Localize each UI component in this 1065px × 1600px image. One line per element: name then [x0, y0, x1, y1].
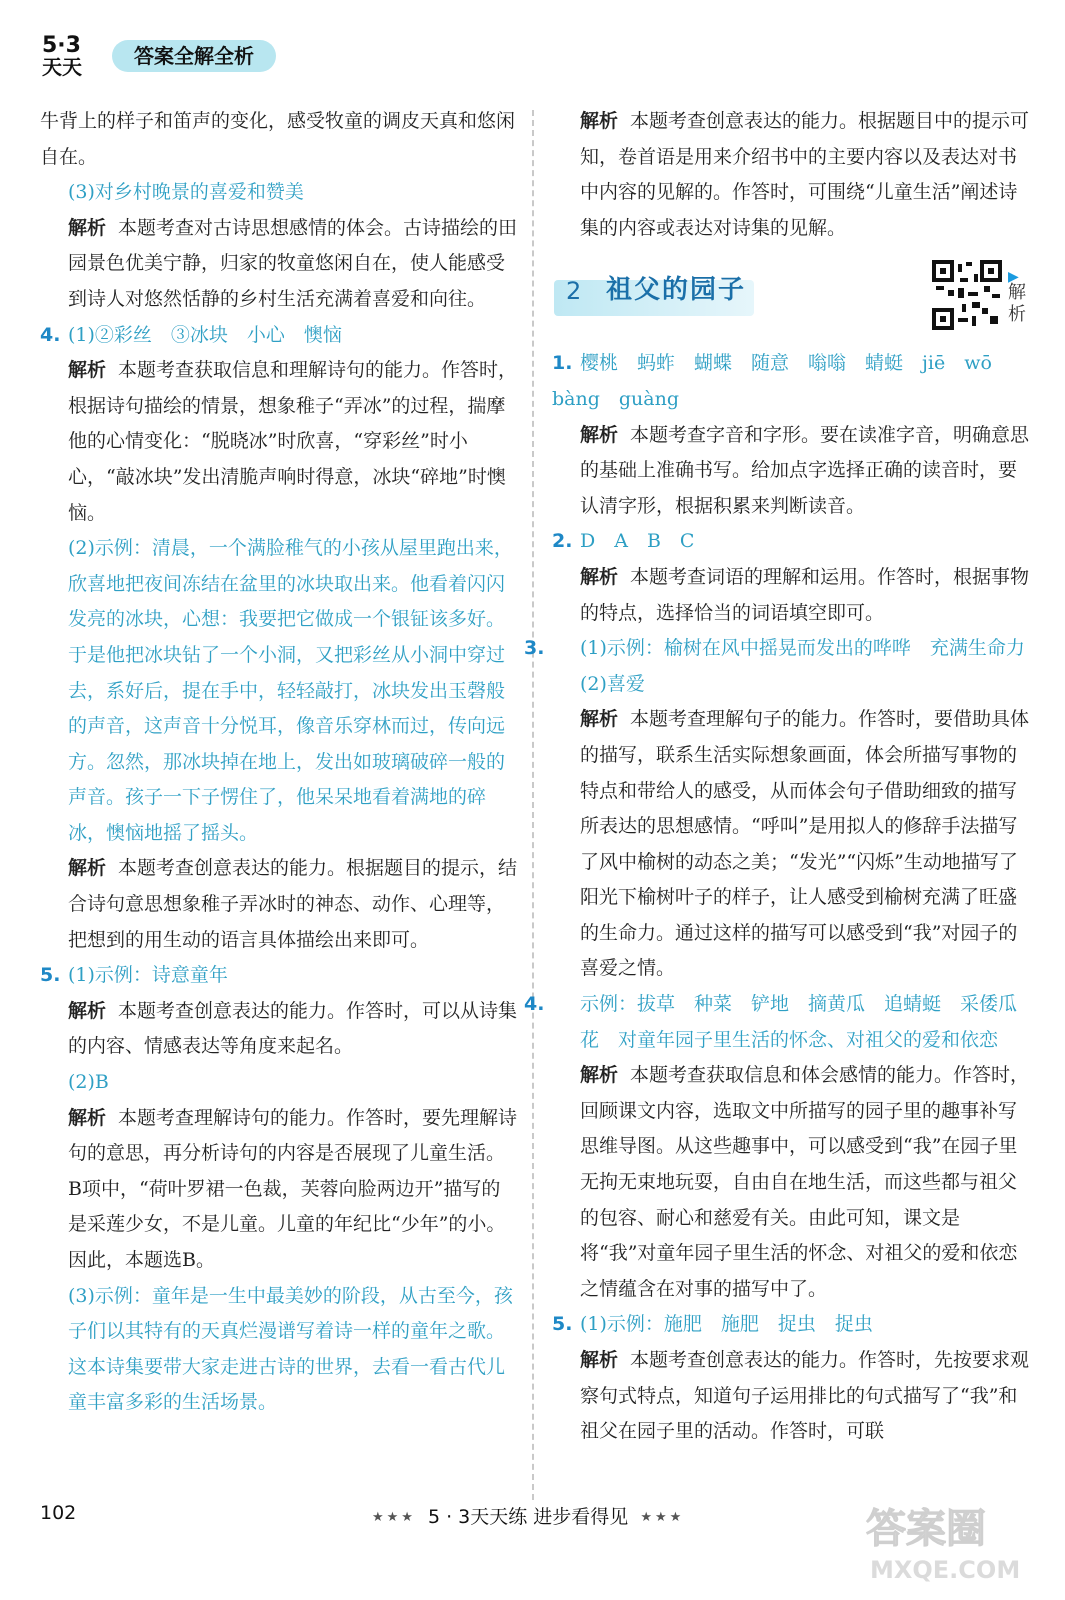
watermark-line2: MXQE.COM	[870, 1556, 1021, 1584]
answer-text: (2)示例：清晨，一个满脸稚气的小孩从屋里跑出来，欣喜地把夜间冻结在盆里的冰块取出来。他看着闪闪发亮的冰块，心想：我要把它做成一个银钲该多好。于是他把冰块钻了一个小洞，又把彩丝从小洞中穿过去，系好后，提在手中，轻轻敲打，冰块发出玉磬般的声音，这声音十分悦耳，像音乐穿林而过，传向远方。忽然，那冰块掉在地上，发出如玻璃破碎一般的声音。孩子一下子愣住了，他呆呆地看着满地的碎冰，懊恼地摇了摇头。	[68, 537, 513, 844]
analysis-label: 解析	[68, 359, 107, 382]
analysis-text: 本题考查获取信息和体会感情的能力。作答时，回顾课文内容，选取文中所描写的园子里的趣事补写思维导图。从这些趣事中，可以感受到“我”在园子里无拘无束地玩耍，自由自在地生活，而这些都与祖父的包容、耐心和慈爱有关。由此可知，课文是将“我”对童年园子里生活的怀念、对祖父的爱和依恋之情蕴含在对事的描写中了。	[580, 1064, 1030, 1300]
question-5	[552, 1307, 1030, 1343]
question-number: 1.	[552, 352, 573, 375]
analysis-text: 本题考查对古诗思想感情的体会。古诗描绘的田园景色优美宁静，归家的牧童悠闲自在，使人能感受到诗人对悠然恬静的乡村生活充满着喜爱和向往。	[68, 216, 518, 310]
analysis-text: 本题考查理解诗句的能力。作答时，要先理解诗句的意思，再分析诗句的内容是否展现了儿童生活。B项中，“荷叶罗裙一色裁，芙蓉向脸两边开”描写的是采莲少女，不是儿童。儿童的年纪比“少年”的小。因此，本题选B。	[68, 1106, 518, 1271]
star-decoration-icon: ★★★	[372, 1510, 416, 1525]
analysis-block	[40, 994, 518, 1065]
qr-label: 解析	[1008, 282, 1026, 326]
answer-text: (3)对乡村晚景的喜爱和赞美	[68, 181, 304, 204]
analysis-block	[552, 418, 1030, 525]
question-number: 5.	[40, 964, 61, 987]
analysis-block	[552, 1343, 1030, 1450]
analysis-text: 本题考查获取信息和理解诗句的能力。作答时，根据诗句描绘的情景，想象稚子“弄冰”的过程，揣摩他的心情变化：“脱晓冰”时欣喜，“穿彩丝”时小心，“敲冰块”发出清脆声响时得意，冰块“碎地”时懊恼。	[68, 359, 518, 524]
answer-text: (1)示例：诗意童年	[68, 964, 228, 987]
left-column	[40, 104, 518, 1421]
section-title: 祖父的园子	[606, 275, 747, 306]
analysis-label: 解析	[580, 1349, 619, 1371]
question-1	[552, 346, 1030, 417]
analysis-label: 解析	[580, 1064, 619, 1087]
analysis-text: 本题考查词语的理解和运用。作答时，根据事物的特点，选择恰当的词语填空即可。	[580, 565, 1030, 624]
analysis-label: 解析	[580, 110, 619, 132]
page-header	[40, 30, 340, 80]
analysis-text: 本题考查创意表达的能力。根据题目中的提示可知，卷首语是用来介绍书中的主要内容以及表达对书中内容的见解的。作答时，可围绕“儿童生活”阐述诗集的内容或表达对诗集的见解。	[580, 110, 1030, 239]
analysis-text: 本题考查创意表达的能力。作答时，先按要求观察句式特点，知道句子运用排比的句式描写了“我”和祖父在园子里的活动。作答时，可联	[580, 1349, 1030, 1443]
question-4	[524, 987, 1030, 1058]
analysis-text: 本题考查创意表达的能力。根据题目的提示，结合诗句意思想象稚子弄冰时的神态、动作、心理等，把想到的用生动的语言具体描绘出来即可。	[68, 857, 518, 951]
analysis-block	[552, 104, 1030, 246]
analysis-label: 解析	[580, 708, 619, 731]
analysis-label: 解析	[68, 857, 107, 880]
answer-text: (1)示例：施肥 施肥 捉虫 捉虫	[580, 1313, 873, 1336]
footer-slogan	[360, 1502, 696, 1529]
question-number: 2.	[552, 530, 573, 553]
answer-text: (2)B	[68, 1071, 109, 1094]
section-number: 2	[566, 277, 582, 306]
analysis-text: 本题考查字音和字形。要在读准字音，明确意思的基础上准确书写。给加点字选择正确的读音时，要认清字形，根据积累来判断读音。	[580, 423, 1030, 517]
qr-code-icon[interactable]	[932, 260, 1002, 330]
question-number: 4.	[524, 993, 545, 1016]
question-5	[40, 958, 518, 994]
question-number: 3.	[524, 637, 545, 660]
slogan-text: 5 · 3天天练 进步看得见	[427, 1506, 629, 1528]
analysis-text: 本题考查理解句子的能力。作答时，要借助具体的描写，联系生活实际想象画面，体会所描写事物的特点和带给人的感受，从而体会句子借助细致的描写所表达的思想感情。“呼叫”是用拟人的修辞手法描写了风中榆树的动态之美；“发光”“闪烁”生动地描写了阳光下榆树叶子的样子，让人感受到榆树充满了旺盛的生命力。通过这样的描写可以感受到“我”对园子的喜爱之情。	[580, 708, 1030, 980]
play-icon[interactable]: ▶	[1008, 269, 1019, 286]
column-divider	[532, 110, 534, 1500]
question-2	[552, 524, 1030, 560]
question-3	[524, 631, 1044, 702]
question-number: 5.	[552, 1313, 573, 1336]
svg-text:天天: 天天	[42, 55, 82, 78]
svg-text:5·3: 5·3	[42, 33, 81, 58]
page-number: 102	[40, 1502, 77, 1524]
lesson-section-header	[552, 260, 1030, 340]
analysis-label: 解析	[580, 423, 619, 446]
watermark-logo	[856, 1490, 1046, 1590]
paragraph: 牛背上的样子和笛声的变化，感受牧童的调皮天真和悠闲自在。	[40, 110, 516, 168]
answer-text: 樱桃 蚂蚱 蝴蝶 随意 嗡嗡 蜻蜓 jiē wō bàng guàng	[552, 352, 1011, 410]
watermark-line1: 答案圈	[866, 1506, 986, 1552]
analysis-block	[552, 702, 1030, 987]
question-4	[40, 318, 518, 354]
analysis-label: 解析	[68, 1106, 107, 1129]
answer-text: (1)②彩丝 ③冰块 小心 懊恼	[68, 323, 342, 346]
star-decoration-icon: ★★★	[640, 1510, 685, 1525]
analysis-block	[40, 851, 518, 958]
question-number: 4.	[40, 323, 61, 346]
answer-text: (1)示例：榆树在风中摇晃而发出的哗哗 充满生命力 (2)喜爱	[580, 637, 1044, 695]
analysis-block	[40, 1101, 518, 1279]
right-column	[524, 104, 1044, 1450]
brand-logo	[40, 30, 100, 78]
header-badge: 答案全解全析	[112, 40, 276, 72]
answer-text: 示例：拔草 种菜 铲地 摘黄瓜 追蜻蜓 采倭瓜花 对童年园子里生活的怀念、对祖父的爱和依恋	[580, 993, 1018, 1051]
answer-text: D A B C	[580, 530, 695, 553]
analysis-block	[552, 1058, 1030, 1307]
analysis-block	[552, 560, 1030, 631]
answer-text: (3)示例：童年是一生中最美妙的阶段，从古至今，孩子们以其特有的天真烂漫谱写着诗一样的童年之歌。这本诗集要带大家走进古诗的世界，去看一看古代儿童丰富多彩的生活场景。	[68, 1284, 513, 1414]
analysis-label: 解析	[68, 999, 107, 1022]
analysis-label: 解析	[580, 565, 619, 588]
analysis-block	[40, 211, 518, 318]
analysis-label: 解析	[68, 216, 107, 239]
analysis-text: 本题考查创意表达的能力。作答时，可以从诗集的内容、情感表达等角度来起名。	[68, 999, 518, 1058]
analysis-block	[40, 353, 518, 531]
